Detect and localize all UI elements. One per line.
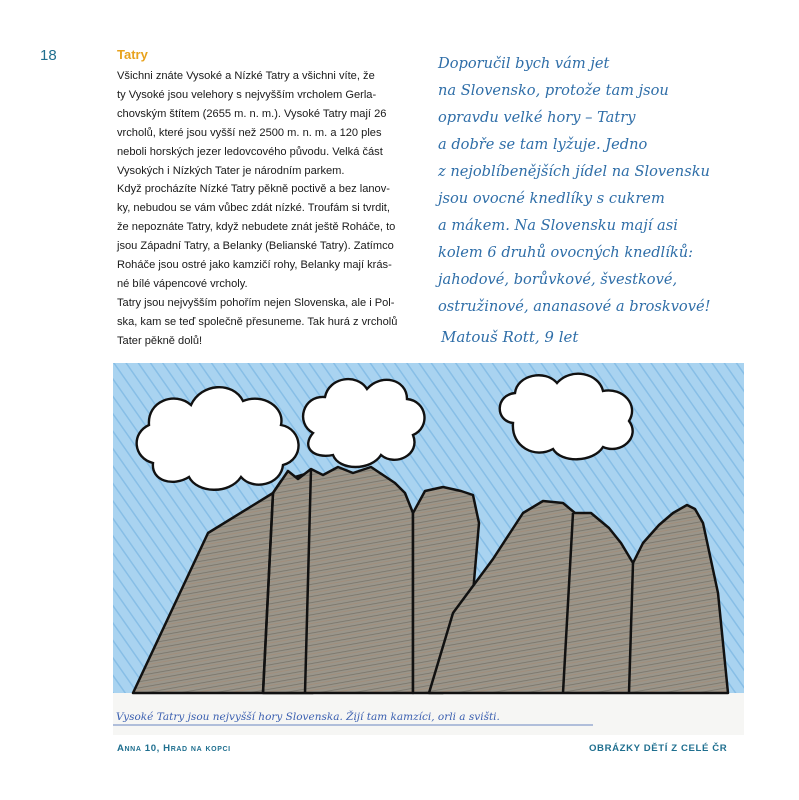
article-title: Tatry [117, 47, 148, 62]
drawing-caption: Vysoké Tatry jsou nejvyšší hory Slovenska. Žijí tam kamzíci, orli a svišti. [116, 711, 500, 723]
article-body [117, 67, 417, 351]
footer-credit: Anna 10, Hrad na kopci [117, 743, 231, 754]
child-drawing-mountains [113, 363, 744, 735]
handwritten-quote: Doporučil bych vám jet na Slovensko, protože tam jsou opravdu velké hory – Tatry a dobře se tam lyžuje. Jedno z nejoblíbenějších jídel na Slovensku jsou ovocné knedlíky s cukrem a mákem. Na Slovensku mají asi kolem 6 druhů ovocných knedlíků: jahodové, borůvkové, švestkové, ostružinové, ananasové a broskvové! [438, 55, 711, 315]
footer-section-title: OBRÁZKY DĚTÍ Z CELÉ ČR [589, 743, 728, 754]
mountain-2 [263, 467, 413, 693]
article-paragraph: Tatry jsou nejvyšším pohořím nejen Slovenska, ale i Pol- ska, kam se teď společně přesuneme. Tak hurá z vrcholů Tater pěkně dolů! [117, 296, 398, 347]
article-paragraph: Všichni znáte Vysoké a Nízké Tatry a všichni víte, že ty Vysoké jsou velehory s nejvyšším vrcholem Gerla- chovským štítem (2655 m. n. m.). Vysoké Tatry mají 26 vrcholů, které jsou vyšší než 2500 m. n. m. a 120 ples neboli horských jezer ledovcového původu. Velká část Vysokých i Nízkých Tater je národním parkem. [117, 70, 387, 177]
quote-author: Matouš Rott, 9 let [441, 328, 579, 346]
page-number: 18 [40, 47, 57, 64]
article-paragraph: Když procházíte Nízké Tatry pěkně poctivě a bez lanov- ky, nebudou se vám vůbec zdát nízké. Troufám si tvrdit, že nepoznáte Tatry, když nebudete znát ještě Roháče, to jsou Západní Tatry, a Belanky (Belianské Tatry). Zatímco Roháče jsou ostré jako kamzičí rohy, Belanky mají krás- né bílé vápencové vrcholy. [117, 183, 396, 290]
